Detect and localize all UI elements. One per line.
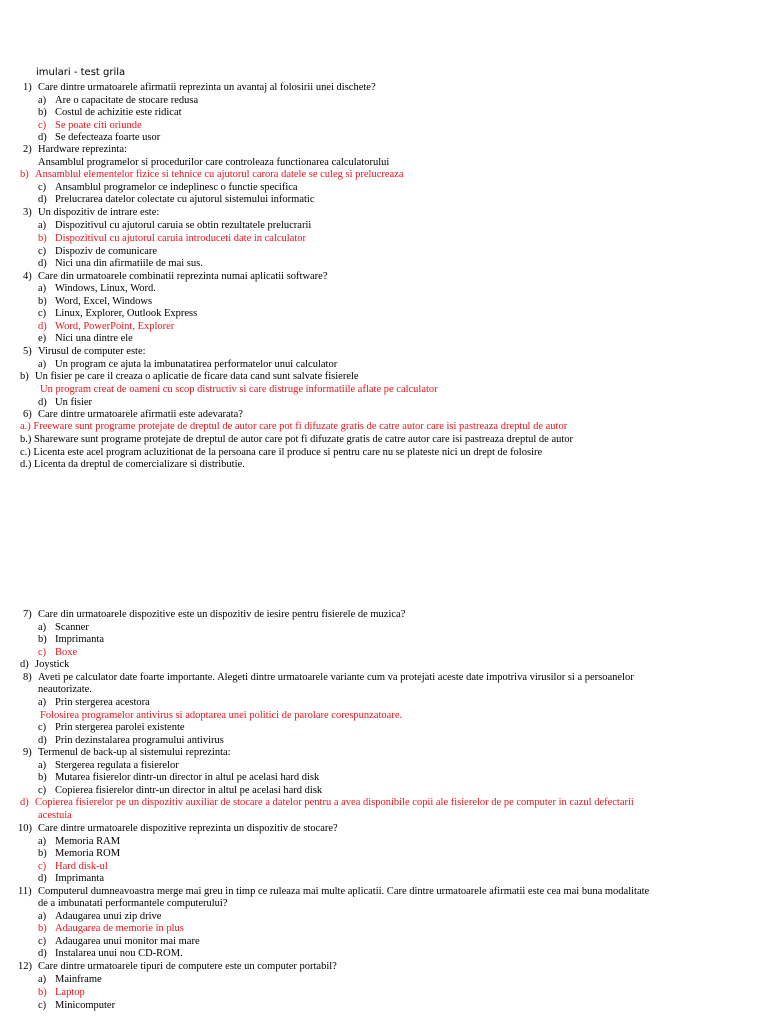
line-text: Aveti pe calculator date foarte importante. Alegeti dintre urmatoarele variante cum va protejati aceste date impotriva virusilor si a persoanelor [38,672,634,683]
answer-option [38,785,322,798]
option-letter: d) [38,735,47,746]
answer-option [38,308,197,321]
answer-option [38,722,185,735]
line-text: Prin stergerea acestora [55,697,150,708]
option-letter: a) [38,359,47,370]
question-line [23,609,405,622]
correct-answer-option [38,233,306,246]
question-number: 1) [23,82,32,93]
option-letter: c) [38,647,47,658]
line-text: Are o capacitate de stocare redusa [55,95,199,106]
correct-answer-text [20,421,567,434]
correct-answer-option [38,321,174,334]
text-line [38,898,228,911]
option-letter: c) [38,246,47,257]
correct-answer-text [40,710,402,723]
line-text: Minicomputer [55,1000,116,1011]
line-text: Imprimanta [55,634,104,645]
option-letter: b) [20,169,29,180]
question-number: 10) [18,823,32,834]
option-letter: b) [20,371,29,382]
line-text: Se poate citi oriunde [55,120,142,131]
line-text: neautorizate. [38,684,92,695]
line-text: Hard disk-ul [55,861,108,872]
option-letter: a) [38,697,47,708]
option-letter: b) [38,772,47,783]
option-letter: a) [38,974,47,985]
option-letter: a) [38,836,47,847]
line-text: Un dispozitiv de intrare este: [38,207,160,218]
option-letter: a) [38,95,47,106]
answer-option [38,948,183,961]
answer-option [20,659,69,672]
option-letter: c) [38,1000,47,1011]
question-line [18,886,649,899]
answer-option [38,1000,115,1013]
option-letter: c) [38,785,47,796]
answer-option [38,194,314,207]
option-letter: b) [38,987,47,998]
question-number: 6) [23,409,32,420]
line-text: Boxe [55,647,78,658]
line-text: Nici una din afirmatiile de mai sus. [55,258,203,269]
answer-option [38,772,319,785]
option-letter: c) [38,936,47,947]
line-text: Termenul de back-up al sistemului reprezinta: [38,747,231,758]
line-text: Dispozitivul cu ajutorul caruia introduceti date in calculator [55,233,307,244]
option-letter: c) [38,722,47,733]
answer-option [20,371,359,384]
line-text: Care dintre urmatoarele afirmatii este adevarata? [38,409,243,420]
line-text: Care din urmatoarele combinatii reprezinta numai aplicatii software? [38,271,328,282]
answer-option [38,132,160,145]
correct-answer-option [20,797,634,810]
answer-option [38,622,89,635]
line-text: Imprimanta [55,873,104,884]
line-text: Hardware reprezinta: [38,144,127,155]
question-number: 5) [23,346,32,357]
question-number: 4) [23,271,32,282]
line-text: Care dintre urmatoarele tipuri de computere este un computer portabil? [38,961,337,972]
option-letter: b) [38,107,47,118]
text-line [38,157,389,170]
option-letter: b) [38,923,47,934]
line-text: Joystick [35,659,70,670]
text-line [38,684,92,697]
line-text: Prin dezinstalarea programului antivirus [55,735,224,746]
line-text: Word, Excel, Windows [55,296,153,307]
line-text: Mutarea fisierelor dintr-un director in altul pe acelasi hard disk [55,772,320,783]
line-text: c.) Licenta este acel program acluzitionat de la persoana care il produce si pentru care nu se plateste nici un drept de folosire [20,447,543,458]
option-letter: d) [38,194,47,205]
question-line [23,207,159,220]
option-letter: a) [38,622,47,633]
answer-option [38,107,182,120]
correct-answer-text [38,810,72,823]
answer-option [38,974,102,987]
answer-option [38,848,120,861]
question-line [23,409,243,422]
line-text: Computerul dumneavoastra merge mai greu in timp ce ruleaza mai multe aplicatii. Care dintre urmatoarele afirmatii este cea mai buna modalitate [38,886,650,897]
answer-option [38,735,224,748]
answer-option [38,220,311,233]
option-letter: c) [38,120,47,131]
line-text: Care dintre urmatoarele afirmatii reprezinta un avantaj al folosirii unei dischete? [38,82,376,93]
option-letter: d) [38,397,47,408]
line-text: Instalarea unui nou CD-ROM. [55,948,183,959]
option-letter: a) [38,220,47,231]
line-text: Folosirea programelor antivirus si adoptarea unei politici de parolare corespunzatoare. [40,710,403,721]
line-text: d.) Licenta da dreptul de comercializare si distributie. [20,459,245,470]
line-text: Adaugarea unui monitor mai mare [55,936,200,947]
text-line [20,434,573,447]
question-number: 7) [23,609,32,620]
line-text: a.) Freeware sunt programe protejate de dreptul de autor care pot fi difuzate gratis de catre autor care isi pastreaza dreptul de autor [20,421,568,432]
answer-option [38,246,157,259]
option-letter: a) [38,760,47,771]
correct-answer-option [38,861,108,874]
answer-option [38,397,92,410]
option-letter: b) [38,634,47,645]
line-text: Ansamblul programelor ce indeplinesc o functie specifica [55,182,298,193]
text-line [20,459,245,472]
line-text: acestuia [38,810,72,821]
document-title: imulari - test grila [36,67,126,78]
line-text: Adaugarea unui zip drive [55,911,162,922]
option-letter: d) [20,659,29,670]
line-text: Dispoziv de comunicare [55,246,158,257]
line-text: Virusul de computer este: [38,346,146,357]
question-number: 2) [23,144,32,155]
line-text: Stergerea regulata a fisierelor [55,760,179,771]
option-letter: d) [38,132,47,143]
question-number: 9) [23,747,32,758]
option-letter: c) [38,308,47,319]
line-text: Mainframe [55,974,102,985]
line-text: Un program creat de oameni cu scop distructiv si care distruge informatiile aflate pe calculator [40,384,438,395]
question-line [18,961,337,974]
line-text: Windows, Linux, Word. [55,283,156,294]
option-letter: a) [38,911,47,922]
correct-answer-option [38,987,85,1000]
question-line [23,672,634,685]
question-line [18,823,338,836]
answer-option [38,95,198,108]
answer-option [38,911,161,924]
answer-option [38,333,133,346]
option-letter: b) [38,848,47,859]
option-letter: c) [38,182,47,193]
line-text: b.) Shareware sunt programe protejate de dreptul de autor care pot fi difuzate gratis de catre autor care isi pastreaza dreptul de autor [20,434,574,445]
option-letter: d) [38,321,47,332]
answer-option [38,836,120,849]
line-text: Prin stergerea parolei existente [55,722,185,733]
line-text: Ansamblul elementelor fizice si tehnice cu ajutorul carora datele se culeg si prelucreaza [35,169,404,180]
option-letter: c) [38,861,47,872]
question-number: 3) [23,207,32,218]
line-text: Memoria ROM [55,848,121,859]
option-letter: e) [38,333,47,344]
answer-option [38,634,104,647]
correct-answer-option [38,923,184,936]
option-letter: d) [38,873,47,884]
question-line [23,346,146,359]
answer-option [38,359,337,372]
line-text: Word, PowerPoint, Explorer [55,321,175,332]
line-text: Memoria RAM [55,836,121,847]
answer-option [38,697,150,710]
line-text: Laptop [55,987,85,998]
question-line [23,144,127,157]
line-text: Nici una dintre ele [55,333,133,344]
correct-answer-option [38,647,77,660]
answer-option [38,258,203,271]
answer-option [38,760,179,773]
line-text: Copierea fisierelor pe un dispozitiv auxiliar de stocare a datelor pentru a avea disponibile copii ale fisierelor de pe computer in cazul defectarii [35,797,634,808]
line-text: Copierea fisierelor dintr-un director in altul pe acelasi hard disk [55,785,323,796]
question-line [23,271,328,284]
line-text: Scanner [55,622,89,633]
line-text: de a imbunatati performantele computerului? [38,898,228,909]
answer-option [38,873,104,886]
option-letter: d) [20,797,29,808]
line-text: Un fisier pe care il creaza o aplicatie de ficare data cand sunt salvate fisierele [35,371,359,382]
line-text: Care dintre urmatoarele dispozitive reprezinta un dispozitiv de stocare? [38,823,338,834]
question-number: 12) [18,961,32,972]
line-text: Adaugarea de memorie in plus [55,923,184,934]
answer-option [38,182,298,195]
question-line [23,82,376,95]
option-letter: a) [38,283,47,294]
answer-option [38,936,200,949]
line-text: Care din urmatoarele dispozitive este un dispozitiv de iesire pentru fisierele de muzica? [38,609,406,620]
line-text: Prelucrarea datelor colectate cu ajutorul sistemului informatic [55,194,315,205]
line-text: Linux, Explorer, Outlook Express [55,308,198,319]
option-letter: d) [38,948,47,959]
line-text: Un program ce ajuta la imbunatatirea performatelor unui calculator [55,359,338,370]
line-text: Ansamblul programelor si procedurilor care controleaza functionarea calculatorului [38,157,390,168]
line-text: Costul de achizitie este ridicat [55,107,182,118]
option-letter: b) [38,296,47,307]
line-text: Dispozitivul cu ajutorul caruia se obtin rezultatele prelucrarii [55,220,312,231]
line-text: Un fisier [55,397,93,408]
answer-option [38,296,152,309]
text-line [20,447,542,460]
question-number: 11) [18,886,32,897]
correct-answer-option [38,120,142,133]
option-letter: b) [38,233,47,244]
correct-answer-option [20,169,404,182]
question-line [23,747,231,760]
correct-answer-text [40,384,438,397]
answer-option [38,283,156,296]
line-text: Se defecteaza foarte usor [55,132,161,143]
option-letter: d) [38,258,47,269]
question-number: 8) [23,672,32,683]
